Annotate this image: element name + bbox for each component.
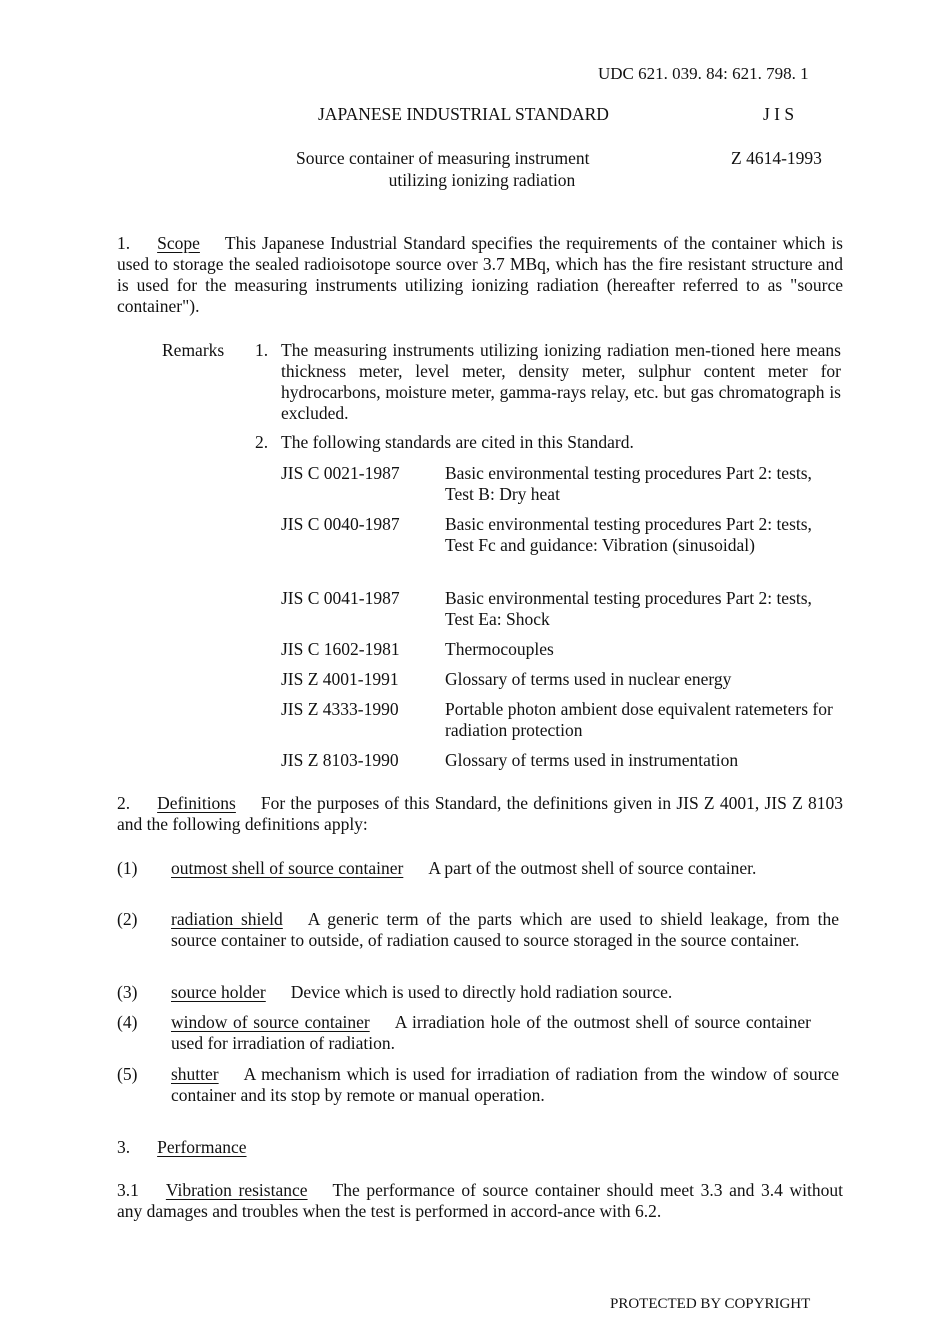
- copyright-notice: PROTECTED BY COPYRIGHT: [610, 1296, 811, 1312]
- vibration-resistance-clause: [117, 1180, 843, 1222]
- cited-title-4: Glossary of terms used in nuclear energy: [445, 669, 732, 689]
- cited-code-0: JIS C 0021-1987: [281, 463, 400, 483]
- definition-5-number: (5): [117, 1064, 138, 1084]
- definition-4: [171, 1012, 811, 1054]
- definitions-heading: Definitions: [157, 793, 236, 813]
- definition-4-term: window of source container: [171, 1012, 370, 1032]
- udc-code: UDC 621. 039. 84: 621. 798. 1: [598, 64, 809, 83]
- cited-title-6: Glossary of terms used in instrumentation: [445, 750, 739, 770]
- remark-2-number: 2.: [255, 432, 269, 452]
- remark-1-text: The measuring instruments utilizing ionizing radiation men-tioned here means thickness meter, level meter, density meter, sulphur content meter for hydrocarbons, moisture meter, gamma-rays relay, etc. but gas chromatograph is excluded.: [281, 340, 841, 423]
- cited-code-2: JIS C 0041-1987: [281, 588, 400, 608]
- definition-3: [171, 982, 839, 1003]
- cited-title-3: Thermocouples: [445, 639, 554, 659]
- cited-title-0: Basic environmental testing procedures Part 2: tests, Test B: Dry heat: [445, 463, 812, 504]
- definition-5-text: A mechanism which is used for irradiation of radiation from the window of source container and its stop by remote or manual operation.: [171, 1064, 839, 1105]
- remark-1-number: 1.: [255, 340, 269, 360]
- cited-code-6: JIS Z 8103-1990: [281, 750, 399, 770]
- scope-text: This Japanese Industrial Standard specifies the requirements of the container which is used to storage the sealed radioisotope source over 3.7 MBq, which has the fire resistant structure and is used for the measuring instruments utilizing ionizing radiation (hereafter referred to as "source container").: [117, 233, 843, 316]
- scope-section: [117, 233, 843, 317]
- cited-code-1: JIS C 0040-1987: [281, 514, 400, 534]
- jis-mark: J I S: [763, 104, 795, 124]
- cited-code-5: JIS Z 4333-1990: [281, 699, 399, 719]
- definition-2-number: (2): [117, 909, 138, 929]
- performance-number: 3.: [117, 1137, 131, 1157]
- definitions-section: [117, 793, 843, 835]
- definition-3-number: (3): [117, 982, 138, 1002]
- remark-2-text: The following standards are cited in this Standard.: [281, 432, 634, 452]
- standard-number: Z 4614-1993: [731, 148, 822, 168]
- document-title-line2: utilizing ionizing radiation: [388, 170, 576, 190]
- scope-heading: Scope: [157, 233, 200, 253]
- definition-5: [171, 1064, 839, 1106]
- definition-2: [171, 909, 839, 951]
- vibration-heading: Vibration resistance: [165, 1180, 308, 1200]
- cited-title-2: Basic environmental testing procedures Part 2: tests, Test Ea: Shock: [445, 588, 812, 629]
- cited-title-5: Portable photon ambient dose equivalent ratemeters for radiation protection: [445, 699, 833, 740]
- definition-4-text: A irradiation hole of the outmost shell of source container used for irradiation of radiation.: [171, 1012, 811, 1053]
- vibration-text: The performance of source container should meet 3.3 and 3.4 without any damages and troubles when the test is performed in accord-ance with 6.2.: [117, 1180, 844, 1221]
- performance-section: [117, 1137, 247, 1158]
- cited-code-4: JIS Z 4001-1991: [281, 669, 399, 689]
- definition-3-text: Device which is used to directly hold radiation source.: [290, 982, 673, 1002]
- performance-heading: Performance: [157, 1137, 247, 1157]
- cited-title-1: Basic environmental testing procedures Part 2: tests, Test Fc and guidance: Vibration (sinusoidal): [445, 514, 812, 555]
- definition-1-number: (1): [117, 858, 138, 878]
- definition-4-number: (4): [117, 1012, 138, 1032]
- definition-1: [171, 858, 839, 879]
- scope-number: 1.: [117, 233, 131, 253]
- cited-code-3: JIS C 1602-1981: [281, 639, 400, 659]
- definition-5-term: shutter: [171, 1064, 219, 1084]
- vibration-number: 3.1: [117, 1180, 139, 1200]
- definition-1-text: A part of the outmost shell of source container.: [428, 858, 757, 878]
- definitions-number: 2.: [117, 793, 131, 813]
- definition-2-text: A generic term of the parts which are used to shield leakage, from the source container to outside, of radiation caused to source storaged in the source container.: [171, 909, 839, 950]
- document-title-line1: Source container of measuring instrument: [296, 148, 590, 168]
- definitions-intro: For the purposes of this Standard, the definitions given in JIS Z 4001, JIS Z 8103 and the following definitions apply:: [117, 793, 843, 834]
- definition-3-term: source holder: [171, 982, 266, 1002]
- definition-2-term: radiation shield: [171, 909, 283, 929]
- remarks-label: Remarks: [162, 340, 225, 360]
- definition-1-term: outmost shell of source container: [171, 858, 404, 878]
- standard-name: JAPANESE INDUSTRIAL STANDARD: [318, 104, 609, 124]
